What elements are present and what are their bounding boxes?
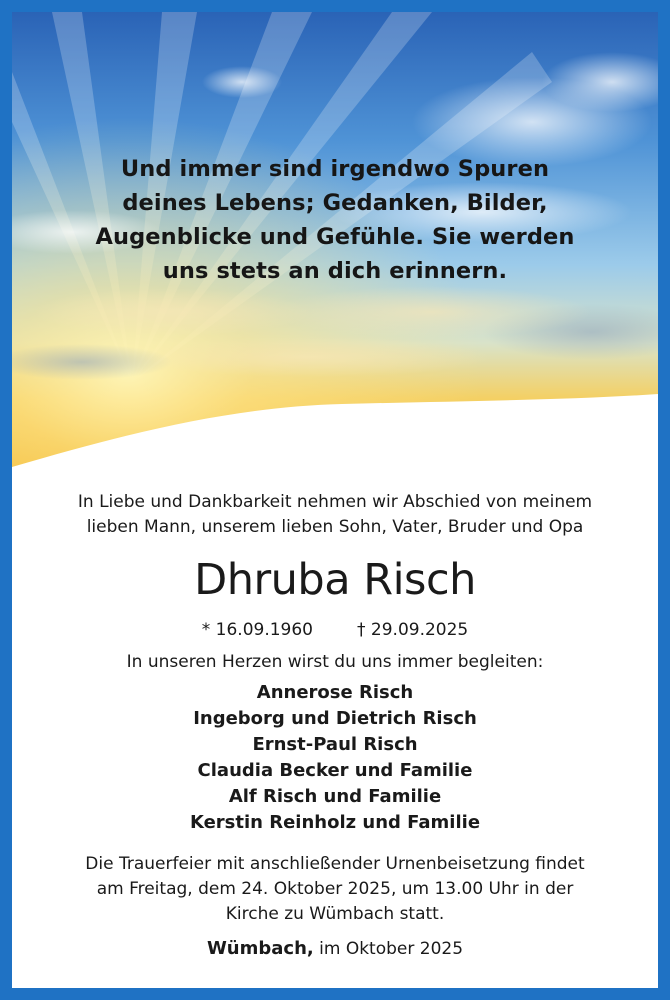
closing-date: im Oktober 2025 <box>319 939 464 959</box>
mourner-name: Claudia Becker und Familie <box>197 760 473 781</box>
notice-body <box>12 490 658 961</box>
mourner-name: Ingeborg und Dietrich Risch <box>193 708 477 729</box>
deceased-name: Dhruba Risch <box>194 555 476 605</box>
quote-line: deines Lebens; Gedanken, Bilder, <box>122 190 548 216</box>
closing-place: Wümbach, <box>206 938 314 959</box>
quote-line: uns stets an dich erinnern. <box>162 258 508 284</box>
intro-line: lieben Mann, unserem lieben Sohn, Vater, Bruder und Opa <box>86 517 584 537</box>
funeral-line: Kirche zu Wümbach statt. <box>225 904 445 924</box>
life-dates <box>12 618 658 642</box>
mourner-name: Annerose Risch <box>256 682 414 703</box>
funeral-line: am Freitag, dem 24. Oktober 2025, um 13.00 Uhr in der <box>96 879 574 899</box>
quote-line: Und immer sind irgendwo Spuren <box>120 156 550 182</box>
mourner-name: Kerstin Reinholz und Familie <box>189 812 481 833</box>
funeral-info <box>12 852 658 927</box>
quote-line: Augenblicke und Gefühle. Sie werden <box>95 224 575 250</box>
birth-date: * 16.09.1960 <box>201 620 313 640</box>
mourner-name: Ernst-Paul Risch <box>252 734 418 755</box>
memorial-quote <box>12 152 658 288</box>
accompany-text: In unseren Herzen wirst du uns immer begleiten: <box>126 652 544 672</box>
death-date: † 29.09.2025 <box>357 620 469 640</box>
place-and-date <box>12 937 658 961</box>
mourners-list <box>12 680 658 836</box>
intro-line: In Liebe und Dankbarkeit nehmen wir Abschied von meinem <box>77 492 593 512</box>
farewell-intro <box>12 490 658 540</box>
funeral-line: Die Trauerfeier mit anschließender Urnenbeisetzung findet <box>85 854 585 874</box>
mourner-name: Alf Risch und Familie <box>228 786 442 807</box>
